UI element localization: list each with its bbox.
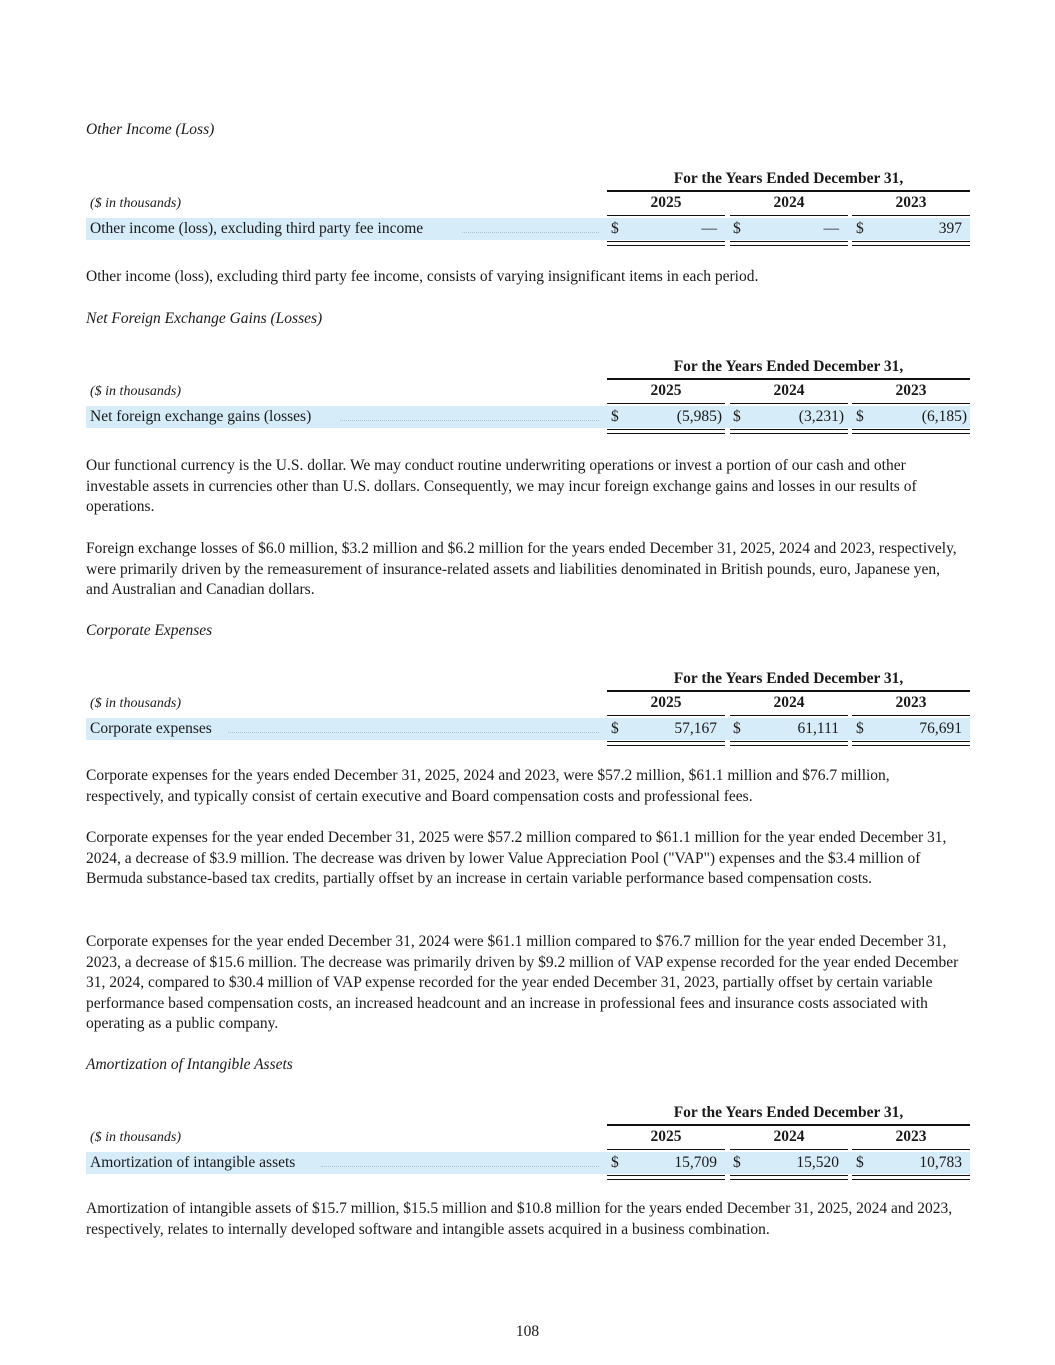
currency-symbol: $ (611, 220, 619, 237)
paragraph: Corporate expenses for the years ended December 31, 2025, 2024 and 2023, were $57.2 million, $61.1 million and $76.7 million, respectively, and typically consist of certain executive and Board compensation costs and professional fees. (86, 767, 890, 805)
paragraph: Other income (loss), excluding third party fee income, consists of varying insignificant items in each period. (86, 268, 759, 285)
value-2024: 15,520 (796, 1154, 839, 1171)
year-col-1: 2025 (650, 1128, 682, 1145)
year-col-3: 2023 (895, 1128, 927, 1145)
paragraph: Our functional currency is the U.S. dollar. We may conduct routine underwriting operations or invest a portion of our cash and other investable assets in currencies other than U.S. dollars. Consequently, we may incur foreign exchange gains and losses in our results of operations. (86, 457, 917, 516)
header-rule (607, 1124, 970, 1126)
value-2024: 61,111 (797, 720, 839, 737)
table-header: For the Years Ended December 31, (673, 170, 904, 187)
table-header: For the Years Ended December 31, (673, 1104, 904, 1121)
units-label: ($ in thousands) (90, 696, 181, 711)
paragraph: Corporate expenses for the year ended December 31, 2025 were $57.2 million compared to $61.1 million for the year ended December 31, 2024, a decrease of $3.9 million. The decrease was driven by lower Value Appreciation Pool ("VAP") expenses and the $3.4 million of Bermuda substance-based tax credits, partially offset by an increase in certain variable performance based compensation costs. (86, 829, 947, 888)
year-rule (730, 1149, 848, 1150)
section-heading-other-income: Other Income (Loss) (86, 121, 215, 138)
total-double-rule (852, 429, 970, 434)
currency-symbol: $ (733, 720, 741, 737)
year-rule (607, 403, 725, 404)
value-2025: — (701, 220, 717, 237)
year-rule (852, 215, 970, 216)
table-header: For the Years Ended December 31, (673, 358, 904, 375)
paragraph: Amortization of intangible assets of $15.7 million, $15.5 million and $10.8 million for the years ended December 31, 2025, 2024 and 2023, respectively, relates to internally developed software and intangible assets acquired in a business combination. (86, 1200, 953, 1238)
year-col-3: 2023 (895, 694, 927, 711)
year-rule (607, 215, 725, 216)
currency-symbol: $ (611, 408, 619, 425)
value-2025: 57,167 (674, 720, 717, 737)
year-rule (730, 403, 848, 404)
leader-dots (321, 1166, 599, 1167)
year-rule (730, 215, 848, 216)
section-heading-corporate: Corporate Expenses (86, 622, 213, 639)
units-label: ($ in thousands) (90, 384, 181, 399)
total-double-rule (852, 741, 970, 746)
table-row (86, 406, 970, 428)
currency-symbol: $ (856, 220, 864, 237)
year-col-3: 2023 (895, 382, 927, 399)
value-2025: 15,709 (674, 1154, 717, 1171)
row-label: Corporate expenses (90, 720, 212, 737)
value-2024: — (823, 220, 839, 237)
row-label: Other income (loss), excluding third party fee income (90, 220, 424, 237)
total-double-rule (607, 241, 725, 246)
total-double-rule (852, 241, 970, 246)
leader-dots (228, 732, 599, 733)
year-col-2: 2024 (773, 194, 805, 211)
value-2025: (5,985) (676, 408, 722, 425)
table-amortization (86, 1104, 970, 1184)
value-2024: (3,231) (798, 408, 844, 425)
value-2023: 10,783 (919, 1154, 962, 1171)
total-double-rule (852, 1175, 970, 1180)
year-rule (852, 1149, 970, 1150)
year-col-1: 2025 (650, 694, 682, 711)
total-double-rule (730, 741, 848, 746)
page-number: 108 (515, 1323, 540, 1340)
table-corporate (86, 670, 970, 750)
currency-symbol: $ (856, 720, 864, 737)
value-2023: (6,185) (921, 408, 967, 425)
section-heading-fx: Net Foreign Exchange Gains (Losses) (86, 310, 323, 327)
units-label: ($ in thousands) (90, 1130, 181, 1145)
value-2023: 397 (938, 220, 962, 237)
total-double-rule (730, 241, 848, 246)
section-heading-amortization: Amortization of Intangible Assets (86, 1056, 293, 1073)
row-label: Amortization of intangible assets (90, 1154, 296, 1171)
units-label: ($ in thousands) (90, 196, 181, 211)
year-col-2: 2024 (773, 694, 805, 711)
total-double-rule (730, 429, 848, 434)
leader-dots (340, 420, 599, 421)
row-label: Net foreign exchange gains (losses) (90, 408, 312, 425)
currency-symbol: $ (856, 408, 864, 425)
total-double-rule (730, 1175, 848, 1180)
year-col-2: 2024 (773, 1128, 805, 1145)
table-row (86, 718, 970, 740)
paragraph: Foreign exchange losses of $6.0 million, $3.2 million and $6.2 million for the years ended December 31, 2025, 2024 and 2023, respectively, were primarily driven by the remeasurement of insurance-related assets and liabilities denominated in British pounds, euro, Japanese yen, and Australian and Canadian dollars. (86, 540, 957, 599)
year-col-1: 2025 (650, 194, 682, 211)
header-rule (607, 690, 970, 692)
year-col-2: 2024 (773, 382, 805, 399)
header-rule (607, 378, 970, 380)
table-other-income (86, 170, 970, 250)
year-rule (852, 715, 970, 716)
currency-symbol: $ (856, 1154, 864, 1171)
year-rule (730, 715, 848, 716)
currency-symbol: $ (611, 720, 619, 737)
year-rule (607, 715, 725, 716)
total-double-rule (607, 741, 725, 746)
table-row (86, 218, 970, 240)
table-header: For the Years Ended December 31, (673, 670, 904, 687)
currency-symbol: $ (733, 408, 741, 425)
year-rule (852, 403, 970, 404)
total-double-rule (607, 1175, 725, 1180)
year-col-3: 2023 (895, 194, 927, 211)
currency-symbol: $ (733, 220, 741, 237)
paragraph: Corporate expenses for the year ended December 31, 2024 were $61.1 million compared to $76.7 million for the year ended December 31, 2023, a decrease of $15.6 million. The decrease was primarily driven by $9.2 million of VAP expense recorded for the year ended December 31, 2024, compared to $30.4 million of VAP expense recorded for the year ended December 31, 2023, partially offset by certain variable performance based compensation costs, an increased headcount and an increase in professional fees and insurance costs associated with operating as a public company. (86, 933, 959, 1033)
year-rule (607, 1149, 725, 1150)
leader-dots (462, 232, 599, 233)
table-fx (86, 358, 970, 438)
year-col-1: 2025 (650, 382, 682, 399)
total-double-rule (607, 429, 725, 434)
currency-symbol: $ (611, 1154, 619, 1171)
currency-symbol: $ (733, 1154, 741, 1171)
header-rule (607, 190, 970, 192)
table-row (86, 1152, 970, 1174)
value-2023: 76,691 (919, 720, 962, 737)
